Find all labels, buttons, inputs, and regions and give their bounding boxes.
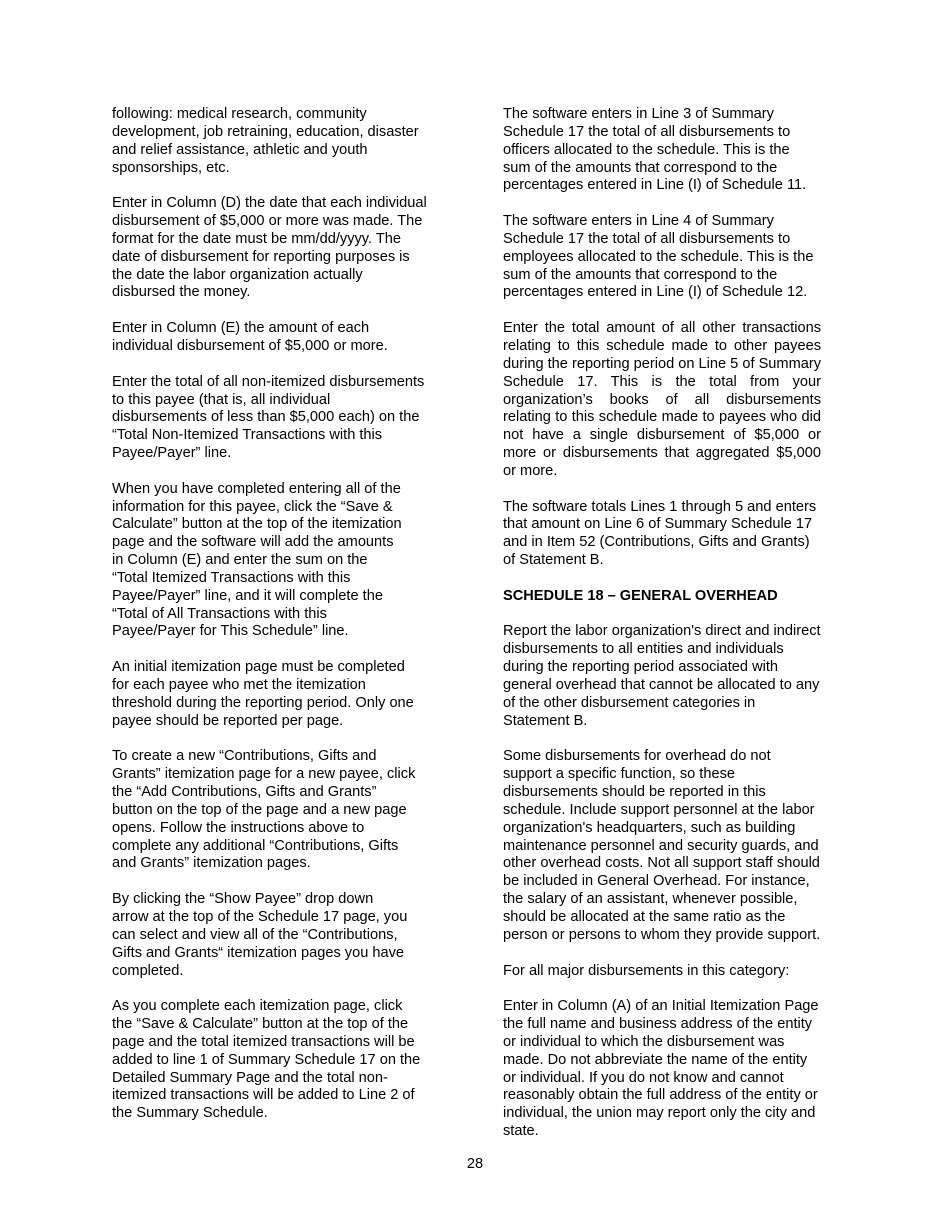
right-column [503,106,848,1159]
paragraph: The software enters in Line 3 of Summary Schedule 17 the total of all disbursements to officers allocated to the schedule. This is the sum of the amounts that correspond to the percentages entered in Line (I) of Schedule 11. [503,106,807,194]
paragraph: The software enters in Line 4 of Summary Schedule 17 the total of all disbursements to employees allocated to the schedule. This is the sum of the amounts that correspond to the percentages entered in Line (I) of Schedule 12. [503,213,814,301]
paragraph: The software totals Lines 1 through 5 and enters that amount on Line 6 of Summary Schedule 17 and in Item 52 (Contributions, Gifts and Grants) of Statement B. [503,498,817,569]
paragraph: An initial itemization page must be completed for each payee who met the itemization threshold during the reporting period. Only one payee should be reported per page. [112,659,414,729]
paragraph: following: medical research, community development, job retraining, education, disaster and relief assistance, athletic and youth sponsorships, etc. [112,106,419,176]
paragraph: For all major disbursements in this category: [503,962,790,979]
paragraph: When you have completed entering all of the information for this payee, click the “Save & Calculate” button at the top of the itemization page and the software will add the amounts in Column (E) and enter the sum on the “Total Itemized Transactions with this Payee/Payer” line, and it will complete the “Total of All Transactions with this Payee/Payer for This Schedule” line. [112,480,402,640]
left-column [112,106,452,1141]
paragraph: Enter in Column (D) the date that each individual disbursement of $5,000 or more was made. The format for the date must be mm/dd/yyyy. The date of disbursement for reporting purposes is the date the labor organization actually disbursed the money. [112,195,427,301]
paragraph: Report the labor organization's direct and indirect disbursements to all entities and individuals during the reporting period associated with general overhead that cannot be allocated to any of the other disbursement categories in Statement B. [503,623,821,729]
paragraph: To create a new “Contributions, Gifts and Grants” itemization page for a new payee, click the “Add Contributions, Gifts and Grants” button on the top of the page and a new page opens. Follow the instructions above to complete any additional “Contributions, Gifts and Grants” itemization pages. [112,748,416,872]
paragraph: Enter the total of all non-itemized disbursements to this payee (that is, all individual disbursements of less than $5,000 each) on the “Total Non-Itemized Transactions with this Payee/Payer” line. [112,373,425,462]
paragraph: Enter in Column (A) of an Initial Itemization Page the full name and business address of the entity or individual to which the disbursement was made. Do not abbreviate the name of the entity or individual. If you do not know and cannot reasonably obtain the full address of the entity or individual, the union may report only the city and state. [503,998,819,1140]
paragraph: By clicking the “Show Payee” drop down arrow at the top of the Schedule 17 page, you can select and view all of the “Contributions, Gifts and Grants“ itemization pages you have completed. [112,891,408,979]
paragraph: Enter in Column (E) the amount of each individual disbursement of $5,000 or more. [112,320,388,354]
paragraph: Enter the total amount of all other transactions relating to this schedule made to other payees during the reporting period on Line 5 of Summary Schedule 17. This is the total from your organization’s books of all disbursements relating to this schedule made to payees who did not have a single disbursement of $5,000 or more or disbursements that aggregated $5,000 or more. [503,320,822,479]
paragraph: Some disbursements for overhead do not support a specific function, so these disbursements should be reported in this schedule. Include support personnel at the labor organization's headquarters, such as building maintenance personnel and security guards, and other overhead costs. Not all support staff should be included in General Overhead. For instance, the salary of an assistant, whenever possible, should be allocated at the same ratio as the person or persons to whom they provide support. [503,748,821,943]
page-number: 28 [466,1156,484,1172]
paragraph: As you complete each itemization page, click the “Save & Calculate” button at the top of the page and the total itemized transactions will be added to line 1 of Summary Schedule 17 on the Detailed Summary Page and the total non- itemized transactions will be added to Line 2 of the Summary Schedule. [112,998,421,1122]
section-heading: SCHEDULE 18 – GENERAL OVERHEAD [503,587,778,604]
